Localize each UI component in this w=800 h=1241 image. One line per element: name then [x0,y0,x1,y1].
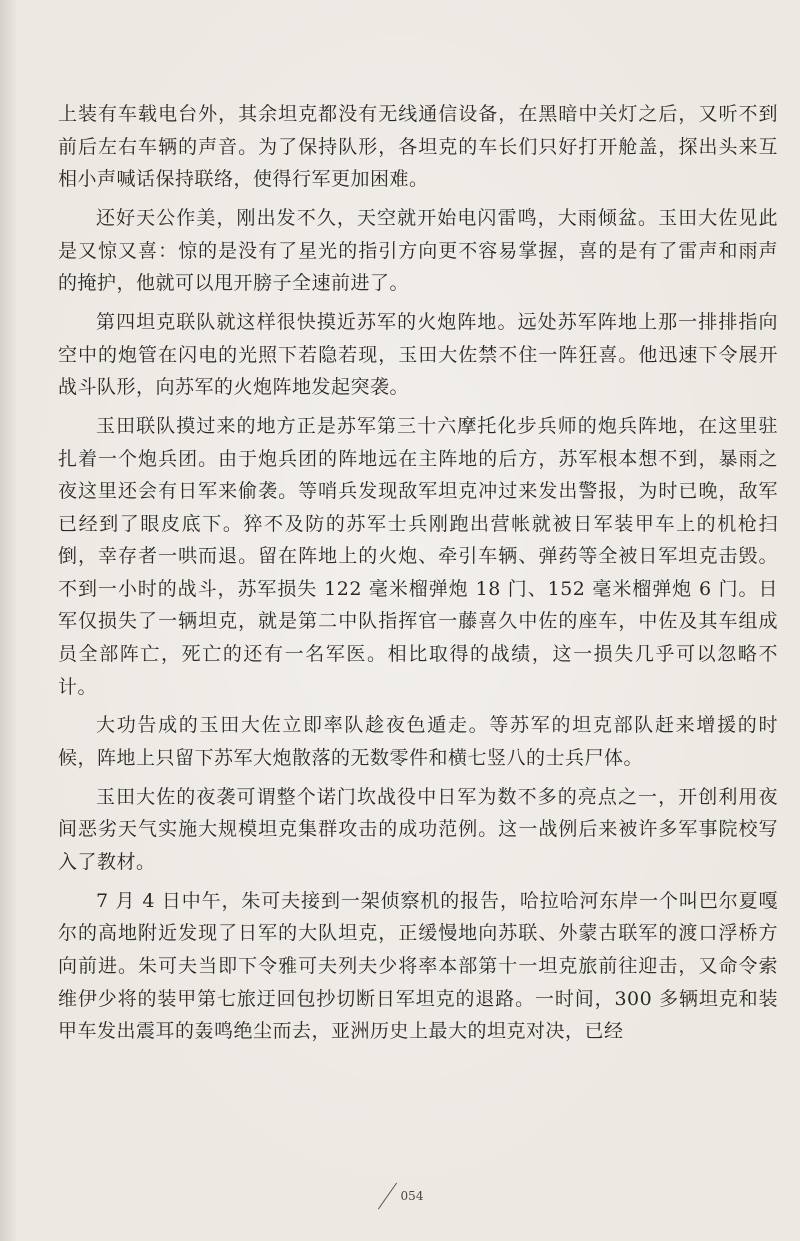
page-number: 054 [400,1189,424,1203]
paragraph: 玉田大佐的夜袭可谓整个诺门坎战役中日军为数不多的亮点之一，开创利用夜间恶劣天气实施大规模坦克集群攻击的成功范例。这一战例后来被许多军事院校写入了教材。 [58,785,778,873]
paragraph: 玉田联队摸过来的地方正是苏军第三十六摩托化步兵师的炮兵阵地，在这里驻扎着一个炮兵团。由于炮兵团的阵地远在主阵地的后方，苏军根本想不到，暴雨之夜这里还会有日军来偷袭。等哨兵发现敌军坦克冲过来发出警报，为时已晚，敌军已经到了眼皮底下。猝不及防的苏军士兵刚跑出营帐就被日军装甲车上的机枪扫倒，幸存者一哄而退。留在阵地上的火炮、牵引车辆、弹药等全被日军坦克击毁。不到一小时的战斗，苏军损失 122 毫米榴弹炮 18 门、152 毫米榴弹炮 6 门。日军仅损失了一辆坦克，就是第二中队指挥官一藤喜久中佐的座车，中佐及其车组成员全部阵亡，死亡的还有一名军医。相比取得的战绩，这一损失几乎可以忽略不计。 [58,414,778,698]
body-text [58,98,778,1054]
paragraph: 大功告成的玉田大佐立即率队趁夜色遁走。等苏军的坦克部队赶来增援的时候，阵地上只留下苏军大炮散落的无数零件和横七竖八的士兵尸体。 [58,714,778,770]
page-gutter-shadow [0,0,18,1241]
page-footer [0,1182,800,1210]
paragraph: 上装有车载电台外，其余坦克都没有无线通信设备，在黑暗中关灯之后，又听不到前后左右车辆的声音。为了保持队形，各坦克的车长们只好打开舱盖，探出头来互相小声喊话保持联络，使得行军更加困难。 [58,103,778,191]
folio-slash-ornament [377,1182,399,1210]
paragraph: 还好天公作美，刚出发不久，天空就开始电闪雷鸣，大雨倾盆。玉田大佐见此是又惊又喜：惊的是没有了星光的指引方向更不容易掌握，喜的是有了雷声和雨声的掩护，他就可以甩开膀子全速前进了。 [58,206,778,295]
paragraph: 7 月 4 日中午，朱可夫接到一架侦察机的报告，哈拉哈河东岸一个叫巴尔夏嘎尔的高地附近发现了日军的大队坦克，正缓慢地向苏联、外蒙古联军的渡口浮桥方向前进。朱可夫当即下令雅可夫列夫少将率本部第十一坦克旅前往迎击，又命令索维伊少将的装甲第七旅迂回包抄切断日军坦克的退路。一时间，300 多辆坦克和装甲车发出震耳的轰鸣绝尘而去，亚洲历史上最大的坦克对决，已经 [58,889,778,1043]
paragraph: 第四坦克联队就这样很快摸近苏军的火炮阵地。远处苏军阵地上那一排排指向空中的炮管在闪电的光照下若隐若现，玉田大佐禁不住一阵狂喜。他迅速下令展开战斗队形，向苏军的火炮阵地发起突袭。 [58,310,778,399]
